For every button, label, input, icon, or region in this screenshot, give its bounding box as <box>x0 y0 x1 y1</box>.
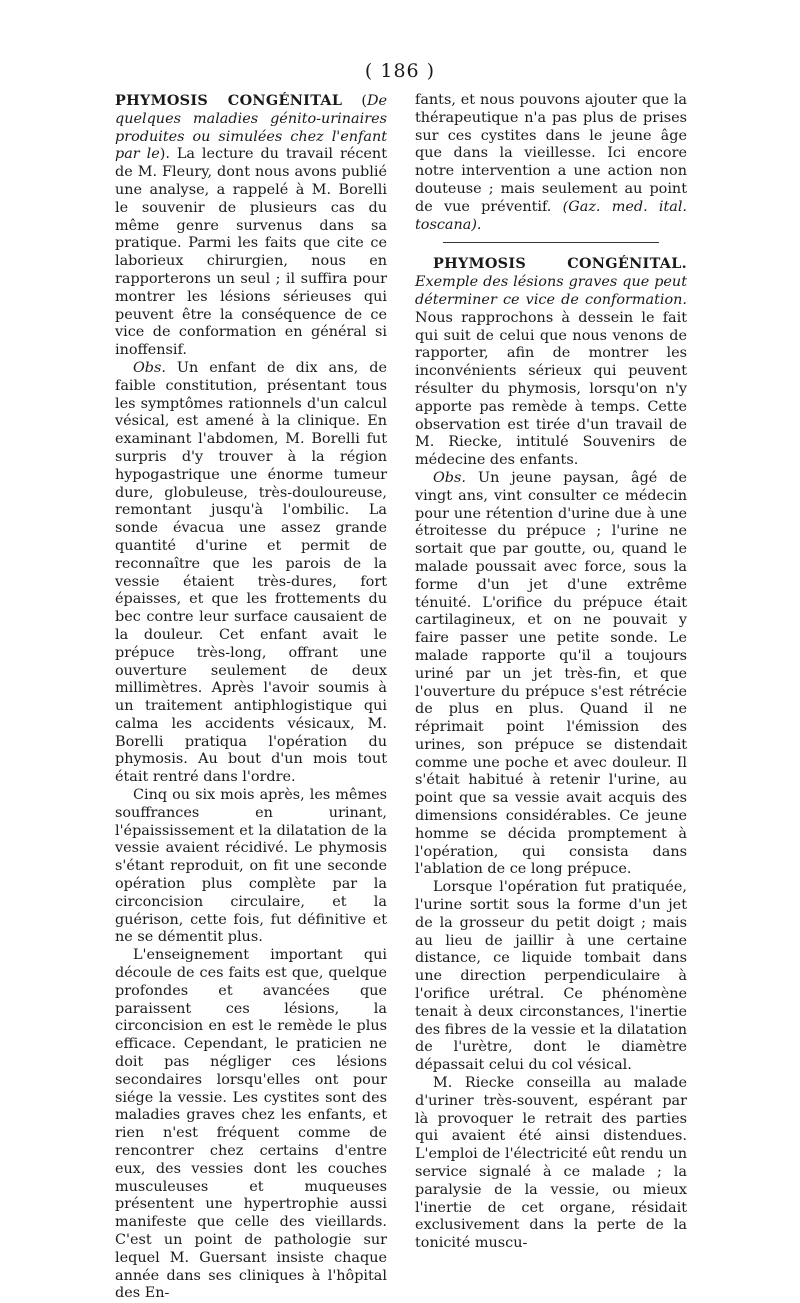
title-close: ). <box>159 146 170 163</box>
continuation-text: fants, et nous pouvons ajouter que la thérapeutique n'a pas plus de prises sur ces cystites dans le jeune âge que dans la vieillesse. Ici encore notre intervention a une action non douteuse ; mais seulement au point de vue préventif. <box>415 92 687 215</box>
body-paragraph-advice: M. Riecke conseilla au malade d'uriner très-souvent, espérant par là provoquer le retrait des parties qui avaient été ainsi distendues. L'emploi de l'électricité eût rendu un service signalé à ce malade ; la paralysie de la vessie, ou mieux l'inertie de cet organe, résidait exclusivement dans la perte de la tonicité muscu- <box>415 1075 687 1252</box>
intro-text: Nous rapprochons à dessein le fait qui suit de celui que nous venons de rapporter, afin de montrer les inconvénients sérieux qui peuvent résulter du phymosis, lorsqu'on n'y apporte pas remède à temps. Cette observation est tirée d'un travail de M. Riecke, intitulé Souvenirs de médecine des enfants. <box>415 309 687 469</box>
article-phymosis-riecke-intro <box>415 255 687 470</box>
obs-text: Un enfant de dix ans, de faible constitution, présentant tous les symptômes rationnels d'un calcul vésical, est amené à la clinique. En examinant l'abdomen, M. Borelli fut surpris d'y trouver à la région hypogastrique une énorme tumeur dure, globuleuse, très-douloureuse, remontant jusqu'à l'ombilic. La sonde évacua une assez grande quantité d'urine et permit de reconnaître que les parois de la vessie étaient très-dures, fort épaisses, et que les frottements du bec contre leur surface causaient de la douleur. Cet enfant avait le prépuce très-long, offrant une ouverture seulement de deux millimètres. Après l'avoir soumis à un traitement antiphlogistique qui calma les accidents vésicaux, M. Borelli pratiqua l'opération du phymosis. Au bout d'un mois tout était rentré dans l'ordre. <box>115 359 387 786</box>
article-subtitle: De quelques maladies génito-urinaires produites ou simulées chez l'enfant par le <box>115 93 387 163</box>
article-separator <box>443 242 659 243</box>
obs-text: Un jeune paysan, âgé de vingt ans, vint consulter ce médecin pour une rétention d'urine due à une étroitesse du prépuce ; l'urine ne sortait que par goutte, ou, quand le malade poussait avec force, sous la forme d'un jet d'une extrême ténuité. L'orifice du prépuce était cartilagineux, et on ne pouvait y faire passer une petite sonde. Le malade rapporte qu'il a toujours uriné par un jet très-fin, et que l'ouverture du prépuce s'est rétrécie de plus en plus. Quand il ne réprimait point l'émission des urines, son prépuce se distendait comme une poche et avec douleur. Il s'était habitué à retenir l'urine, au point que sa vessie avait acquis des dimensions considérables. Ce jeune homme se décida promptement à l'opération, qui consista dans l'ablation de ce long prépuce. <box>415 469 687 878</box>
page-number: ( 186 ) <box>364 60 436 82</box>
article-heading: PHYMOSIS CONGÉNITAL <box>115 92 343 109</box>
obs-label: Obs. <box>433 469 466 486</box>
body-paragraph-lesson: L'enseignement important qui découle de ces faits est que, quelque profondes et avancées que paraissent ces lésions, la circoncision en est le remède le plus efficace. Cependant, le praticien ne doit pas négliger ces lésions secondaires lorsqu'elles ont pour siége la vessie. Les cystites sont des maladies graves chez les enfants, et rien n'est fréquent comme de rencontrer chez certains d'entre eux, des vessies dont les couches musculeuses et muqueuses présentent une hypertrophie aussi manifeste que celle des vieillards. C'est un point de pathologie sur lequel M. Guersant insiste chaque année dans ses cliniques à l'hôpital des En- <box>115 947 387 1302</box>
left-column <box>115 92 387 1303</box>
observation-paragraph <box>415 470 687 879</box>
article-phymosis-borelli-intro <box>115 92 387 360</box>
article-subtitle: Exemple des lésions graves que peut déterminer ce vice de conformation. <box>415 274 687 308</box>
source-citation: (Gaz. med. ital. toscana). <box>415 198 688 233</box>
continuation-paragraph <box>415 92 687 234</box>
right-column <box>415 92 687 1253</box>
observation-paragraph <box>115 360 387 787</box>
obs-label: Obs. <box>133 359 166 376</box>
intro-text: La lecture du travail récent de M. Fleury, dont nous avons publié une analyse, a rappelé à M. Borelli le souvenir de plusieurs cas du même genre survenus dans sa pratique. Parmi les faits que cite ce laborieux chirurgien, nous en rapporterons un seul ; il suffira pour montrer les lésions sérieuses qui peuvent être la conséquence de ce vice de conformation en général si inoffensif. <box>115 146 387 359</box>
title-open: ( <box>342 93 367 109</box>
body-paragraph-operation: Lorsque l'opération fut pratiquée, l'urine sortit sous la forme d'un jet de la grosseur du petit doigt ; mais au lieu de jaillir à une certaine distance, ce liquide tombait dans une direction perpendiculaire à l'orifice urétral. Ce phénomène tenait à deux circonstances, l'inertie des fibres de la vessie et la dilatation de l'urètre, dont le diamètre dépassait celui du col vésical. <box>415 879 687 1074</box>
body-paragraph-recurrence: Cinq ou six mois après, les mêmes souffrances en urinant, l'épaississement et la dilatation de la vessie avaient récidivé. Le phymosis s'étant reproduit, on fit une seconde opération plus complète par la circoncision circulaire, et la guérison, cette fois, fut définitive et ne se démentit plus. <box>115 787 387 946</box>
article-heading: PHYMOSIS CONGÉNITAL. <box>433 255 687 273</box>
